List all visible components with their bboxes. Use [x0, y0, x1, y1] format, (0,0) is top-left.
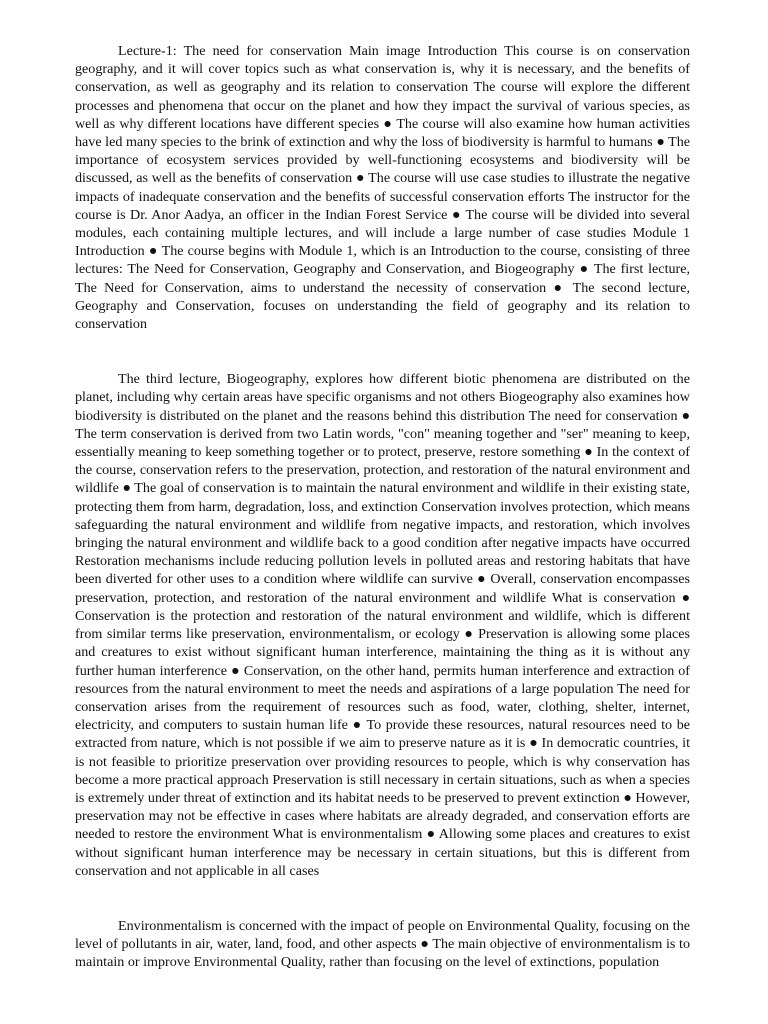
paragraph-biogeography-conservation: The third lecture, Biogeography, explores how different biotic phenomena are distributed on the planet, including why certain areas have specific organisms and not others Biogeography also examines how biodiversity is distributed on the planet and the reasons behind this distribution The need for conservation ● The term conservation is derived from two Latin words, "con" meaning together and "ser" meaning to keep, essentially meaning to keep something together or to protect, preserve, restore something ● In the context of the course, conservation refers to the preservation, protection, and restoration of the natural environment and wildlife ● The goal of conservation is to maintain the natural environment and wildlife in their existing state, protecting them from harm, degradation, loss, and extinction Conservation involves protection, which means safeguarding the natural environment and wildlife from negative impacts, and restoration, which involves bringing the natural environment and wildlife back to a good condition after negative impacts have occurred Restoration mechanisms include reducing pollution levels in polluted areas and restoring habitats that have been diverted for other uses to a condition where wildlife can survive ● Overall, conservation encompasses preservation, protection, and restoration of the natural environment and wildlife What is conservation ● Conservation is the protection and restoration of the natural environment and wildlife, which is different from similar terms like preservation, environmentalism, or ecology ● Preservation is allowing some places and creatures to exist without significant human interference, maintaining the thing as it is without any further human interference ● Conservation, on the other hand, permits human interference and extraction of resources from the natural environment to meet the needs and aspirations of a large population The need for conservation arises from the requirement of resources such as food, water, clothing, shelter, internet, electricity, and computers to sustain human life ● To provide these resources, natural resources need to be extracted from nature, which is not possible if we aim to preserve nature as it is ● In democratic countries, it is not feasible to prioritize preservation over providing resources to people, which is why conservation has become a more practical approach Preservation is still necessary in certain situations, such as when a species is extremely under threat of extinction and its habitat needs to be preserved to prevent extinction ● However, preservation may not be effective in cases where habitats are already degraded, and conservation efforts are needed to restore the environment What is environmentalism ● Allowing some places and creatures to exist without significant human interference may be necessary in certain situations, but this is different from conservation and not applicable in all cases [75, 371, 690, 879]
paragraph-environmentalism: Environmentalism is concerned with the impact of people on Environmental Quality, focusing on the level of pollutants in air, water, land, food, and other aspects ● The main objective of environmentalism is to maintain or improve Environmental Quality, rather than focusing on the level of extinctions, population [75, 917, 690, 971]
paragraph-lecture-intro: Lecture-1: The need for conservation Main image Introduction This course is on conservation geography, and it will cover topics such as what conservation is, why it is necessary, and the benefits of conservation, as well as geography and its relation to conservation The course will explore the different processes and phenomena that occur on the planet and how they impact the survival of various species, as well as why different locations have different species ● The course will also examine how human activities have led many species to the brink of extinction and why the loss of biodiversity is harmful to humans ● The importance of ecosystem services provided by well-functioning ecosystems and biodiversity will be discussed, as well as the benefits of conservation ● The course will use case studies to illustrate the negative impacts of inadequate conservation and the benefits of successful conservation efforts The instructor for the course is Dr. Anor Aadya, an officer in the Indian Forest Service ● The course will be divided into several modules, each containing multiple lectures, and will include a large number of case studies Module 1 Introduction ● The course begins with Module 1, which is an Introduction to the course, consisting of three lectures: The Need for Conservation, Geography and Conservation, and Biogeography ● The first lecture, The Need for Conservation, aims to understand the necessity of conservation ● The second lecture, Geography and Conservation, focuses on understanding the field of geography and its relation to conservation [75, 43, 690, 333]
